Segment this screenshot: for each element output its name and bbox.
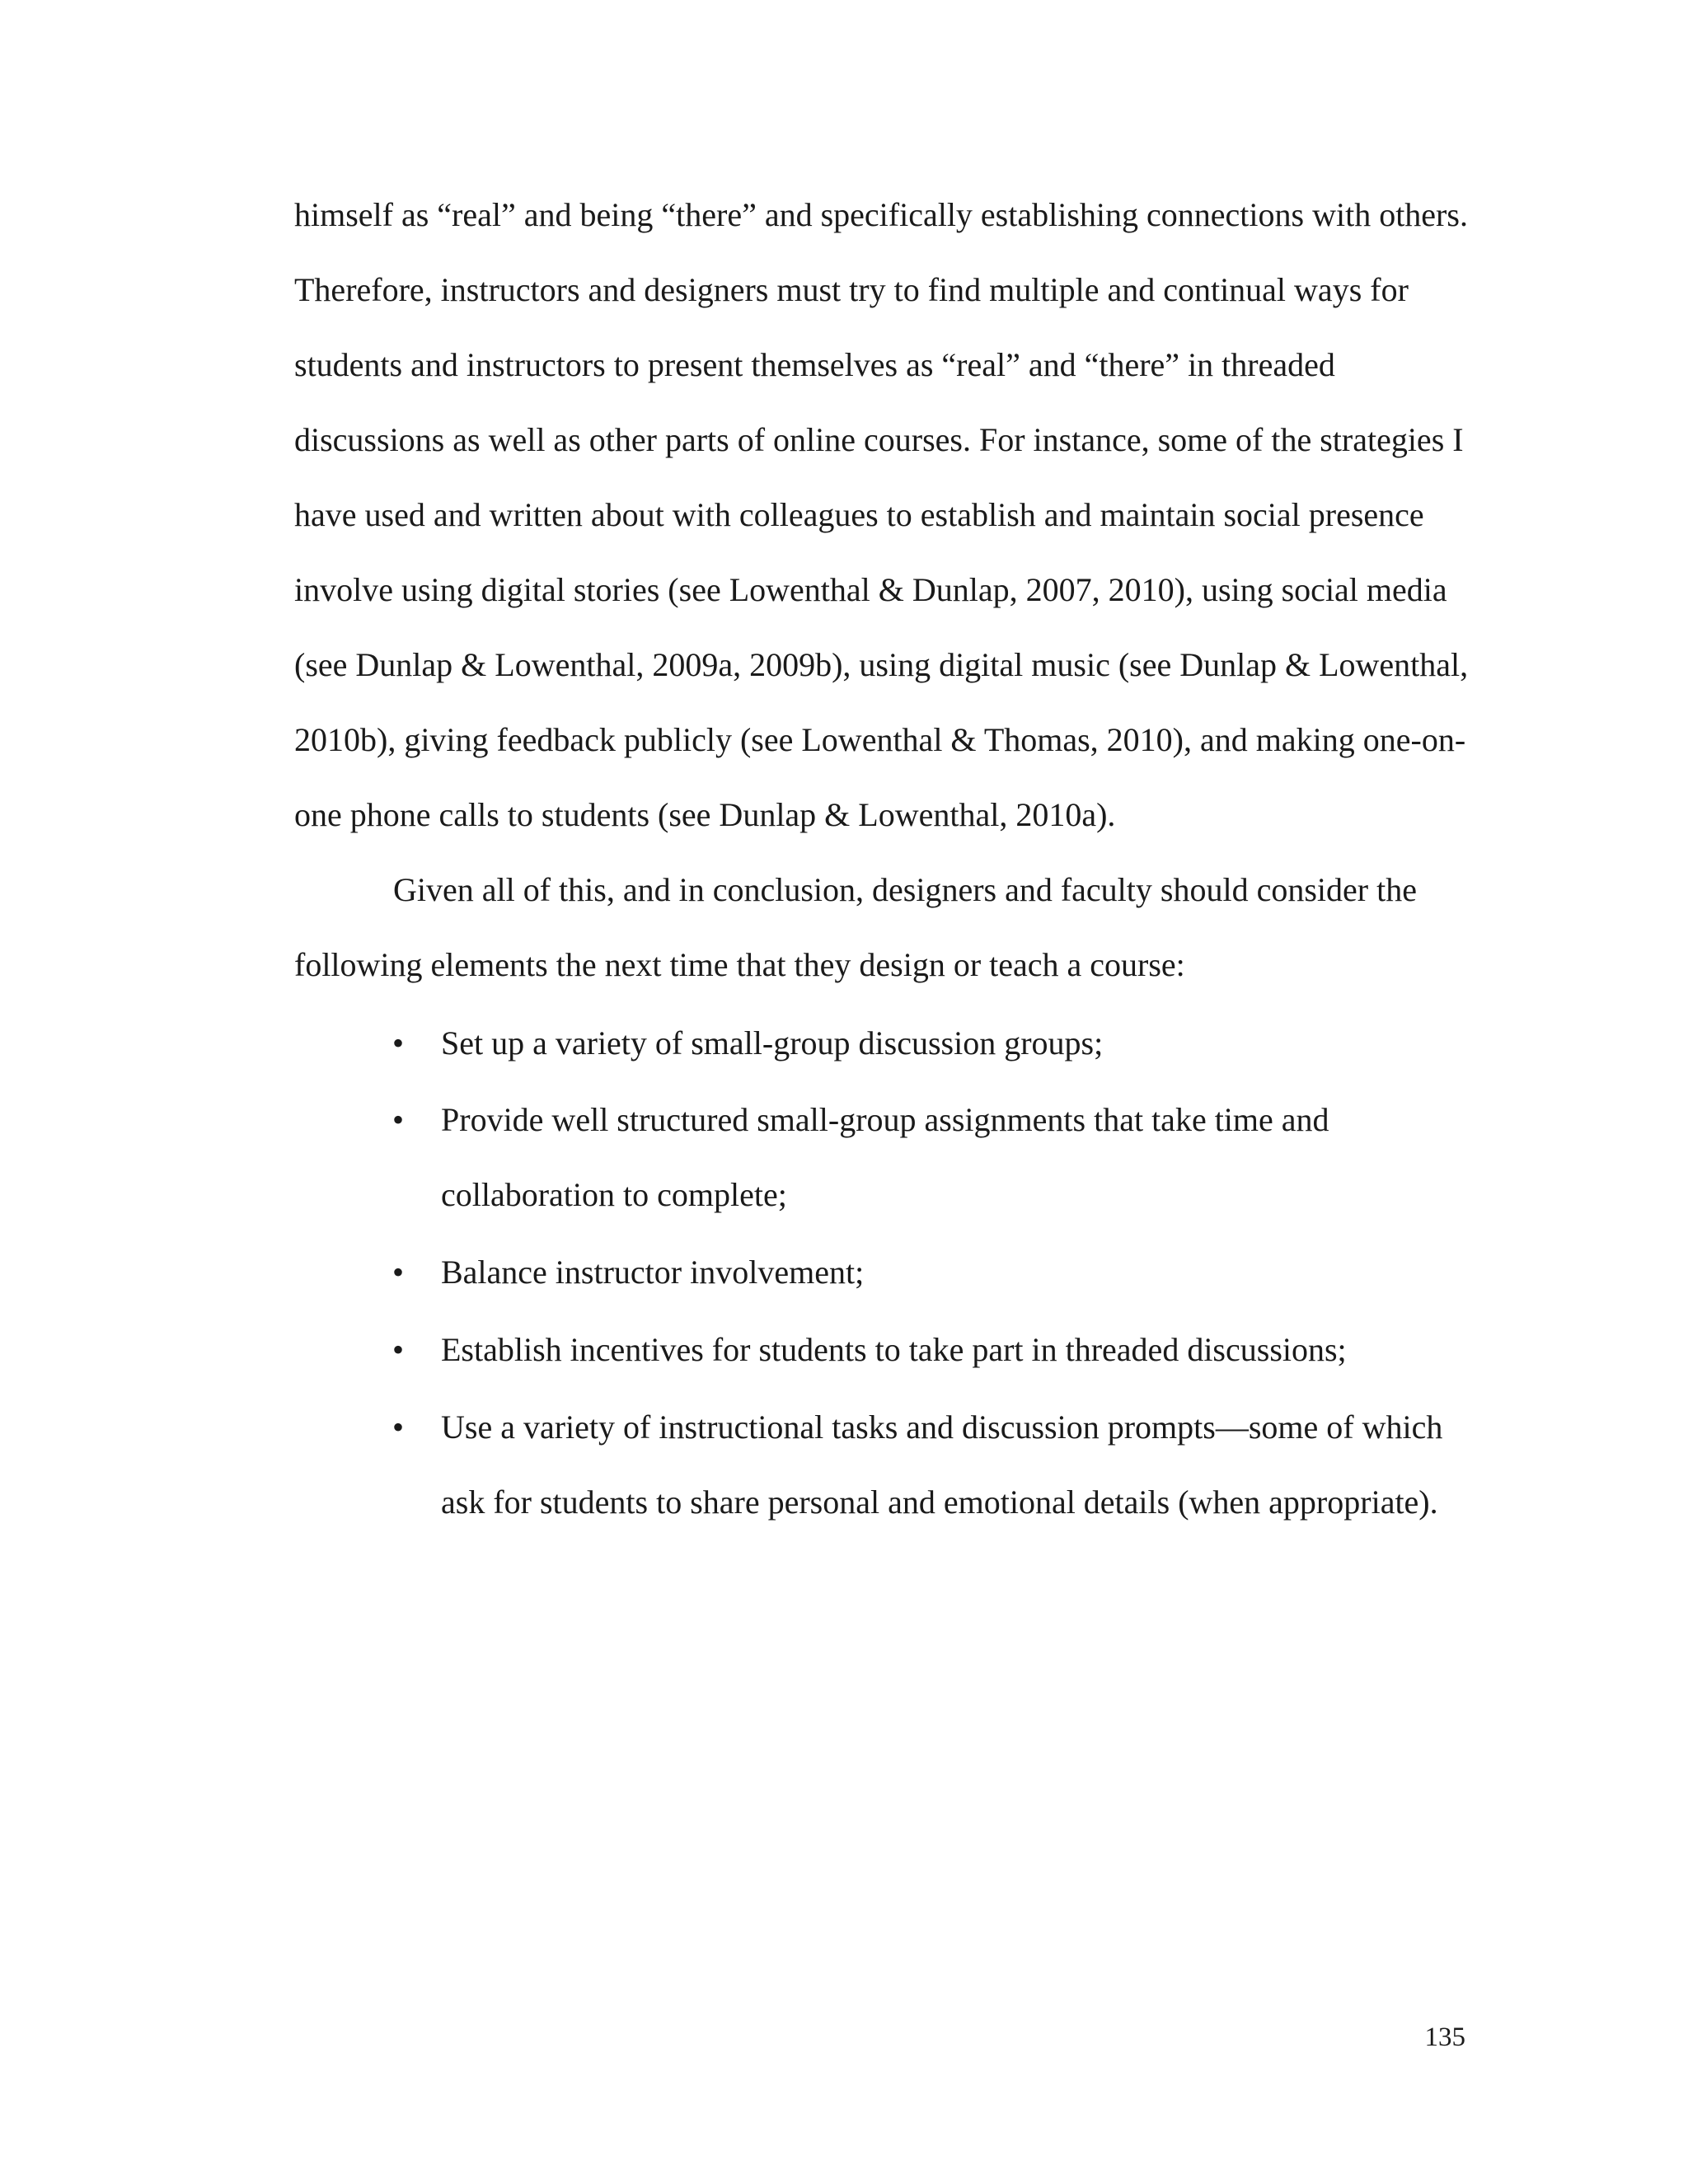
text-line: involve using digital stories (see Lowenthal & Dunlap, 2007, 2010), using social media xyxy=(294,571,1447,608)
list-item-text: Set up a variety of small-group discussion groups; xyxy=(441,1024,1104,1062)
text-line: himself as “real” and being “there” and specifically establishing connections with others. xyxy=(294,196,1468,233)
bullet-marker: • xyxy=(392,1024,405,1062)
text-line: have used and written about with colleagues to establish and maintain social presence xyxy=(294,496,1424,533)
text-line: following elements the next time that they design or teach a course: xyxy=(294,946,1185,983)
list-item-text: collaboration to complete; xyxy=(441,1176,787,1213)
text-line: Therefore, instructors and designers must try to find multiple and continual ways for xyxy=(294,271,1409,308)
bullet-marker: • xyxy=(392,1254,405,1291)
text-line: 2010b), giving feedback publicly (see Lowenthal & Thomas, 2010), and making one-on- xyxy=(294,721,1466,758)
list-item-text: Provide well structured small-group assignments that take time and xyxy=(441,1101,1329,1138)
text-line: discussions as well as other parts of online courses. For instance, some of the strategies I xyxy=(294,421,1464,458)
list-item-text: Balance instructor involvement; xyxy=(441,1254,865,1291)
list-item-text: ask for students to share personal and emotional details (when appropriate). xyxy=(441,1483,1438,1521)
bullet-marker: • xyxy=(392,1101,405,1138)
text-line: one phone calls to students (see Dunlap & Lowenthal, 2010a). xyxy=(294,796,1116,833)
list-item-text: Establish incentives for students to take part in threaded discussions; xyxy=(441,1331,1347,1368)
list-item-text: Use a variety of instructional tasks and discussion prompts—some of which xyxy=(441,1408,1443,1446)
page-number: 135 xyxy=(1424,2022,1465,2052)
bullet-marker: • xyxy=(392,1408,405,1446)
text-line: Given all of this, and in conclusion, designers and faculty should consider the xyxy=(393,871,1417,908)
text-line: students and instructors to present themselves as “real” and “there” in threaded xyxy=(294,346,1335,383)
bullet-marker: • xyxy=(392,1331,405,1368)
text-line: (see Dunlap & Lowenthal, 2009a, 2009b), using digital music (see Dunlap & Lowenthal, xyxy=(294,646,1469,683)
